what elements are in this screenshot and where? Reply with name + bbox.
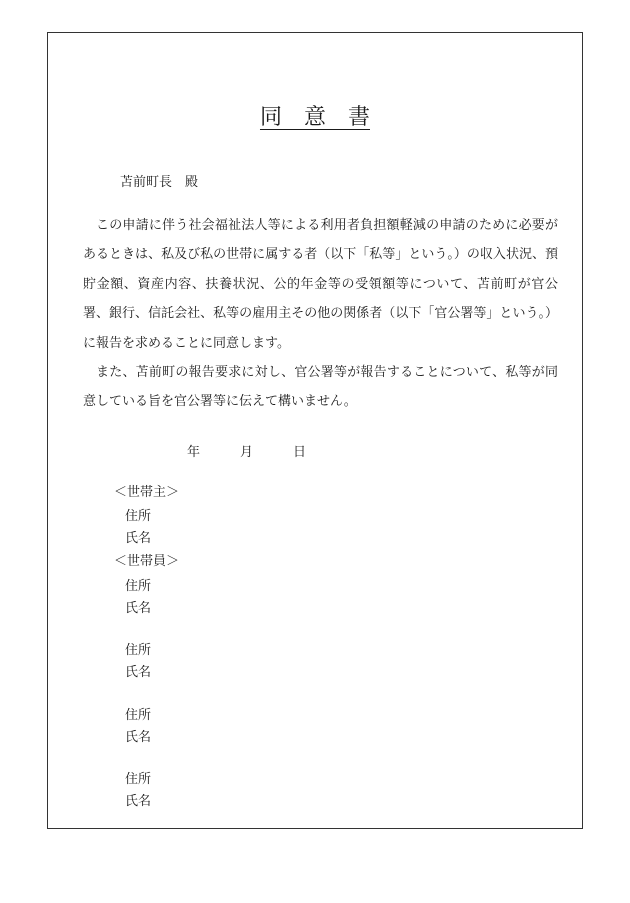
member-4-address-label: 住所 xyxy=(125,772,152,787)
household-head-name-label: 氏名 xyxy=(125,531,152,546)
member-4-name-label: 氏名 xyxy=(125,794,152,809)
date-month-label: 月 xyxy=(240,445,254,460)
member-2-address-label: 住所 xyxy=(125,643,152,658)
date-day-label: 日 xyxy=(293,445,307,460)
consent-paragraph-2: また、苫前町の報告要求に対し、官公署等が報告することについて、私等が同意している旨を官公署等に伝えて構いません。 xyxy=(83,365,558,410)
document-title: 同 意 書 xyxy=(259,105,370,130)
household-members-header: ＜世帯員＞ xyxy=(114,554,180,569)
household-head-address-label: 住所 xyxy=(125,509,152,524)
member-1-address-label: 住所 xyxy=(125,579,152,594)
consent-paragraph-1: この申請に伴う社会福祉法人等による利用者負担額軽減の申請のために必要があるときは、私及び私の世帯に属する者（以下「私等」という。）の収入状況、預貯金額、資産内容、扶養状況、公的年金等の受領額等について、苫前町が官公署、銀行、信託会社、私等の雇用主その他の関係者（以下「官公署等」という。）に報告を求めることに同意します。 xyxy=(83,218,558,351)
date-year-label: 年 xyxy=(187,445,201,460)
addressee: 苫前町長 殿 xyxy=(120,175,199,190)
document-title-container xyxy=(0,100,630,131)
member-1-name-label: 氏名 xyxy=(125,601,152,616)
member-3-address-label: 住所 xyxy=(125,708,152,723)
member-2-name-label: 氏名 xyxy=(125,665,152,680)
household-head-header: ＜世帯主＞ xyxy=(114,485,180,500)
consent-body xyxy=(83,211,558,417)
member-3-name-label: 氏名 xyxy=(125,730,152,745)
